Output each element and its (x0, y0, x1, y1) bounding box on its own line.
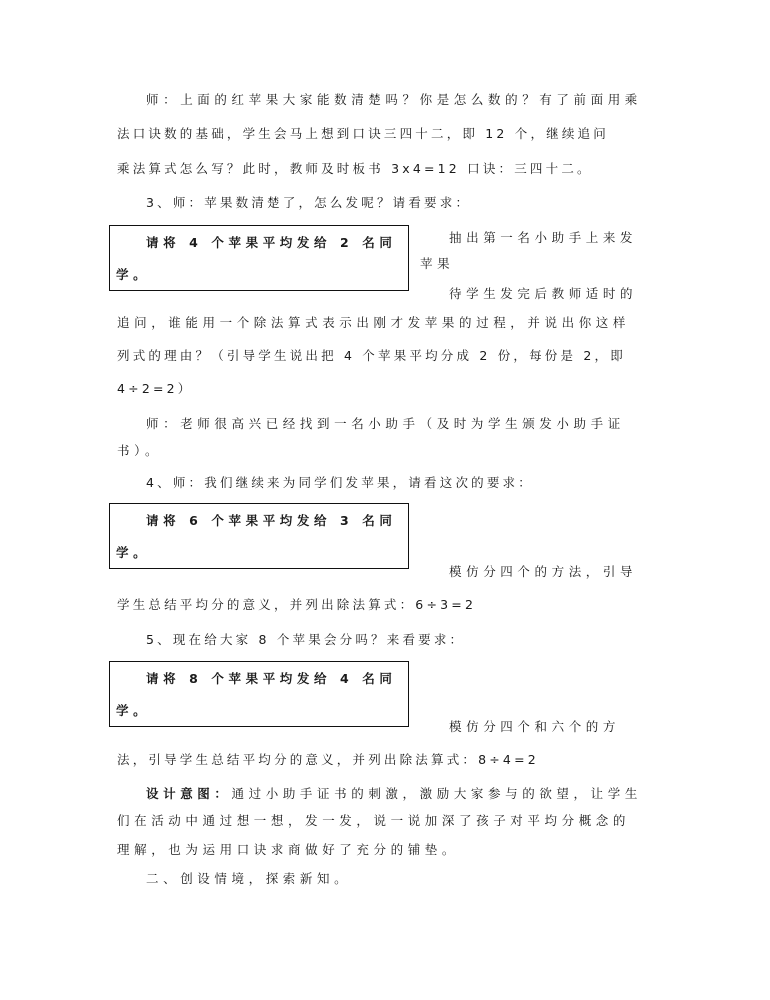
step-5-requirement-box (109, 661, 409, 727)
step-3-side-line-2: 苹果 (420, 256, 455, 271)
step-3-heading: 3、师：苹果数清楚了，怎么发呢？请看要求： (146, 195, 472, 210)
design-intent-line-2: 们在活动中通过想一想，发一发，说一说加深了孩子对平均分概念的 (117, 813, 631, 828)
paragraph-1-line-2: 法口诀数的基础，学生会马上想到口诀三四十二，即 12 个，继续追问 (117, 126, 609, 141)
step-3-teacher-line-1: 师：老师很高兴已经找到一名小助手（及时为学生颁发小助手证 (146, 416, 625, 431)
step-5-side-line-1: 模仿分四个和六个的方 (449, 719, 621, 734)
step-3-box-line-2: 学。 (116, 267, 151, 282)
design-intent-line-3: 理解，也为运用口诀求商做好了充分的铺垫。 (117, 842, 460, 857)
step-4-heading: 4、师：我们继续来为同学们发苹果，请看这次的要求： (146, 475, 534, 490)
step-4-requirement-box (109, 503, 409, 569)
step-3-requirement-box (109, 225, 409, 291)
step-4-line-2: 学生总结平均分的意义，并列出除法算式：6÷3=2 (117, 597, 477, 612)
step-3-side-line-1: 抽出第一名小助手上来发 (449, 230, 638, 245)
paragraph-1-line-1: 师：上面的红苹果大家能数清楚吗？你是怎么数的？有了前面用乘 (146, 92, 642, 107)
step-3-side-line-3: 待学生发完后教师适时的 (449, 286, 638, 301)
design-intent-line-1 (146, 785, 642, 803)
step-3-box-line-1: 请将 4 个苹果平均发给 2 名同 (146, 235, 397, 250)
section-2-heading: 二、创设情境，探索新知。 (146, 871, 352, 886)
step-5-box-line-2: 学。 (116, 703, 151, 718)
step-3-line-6: 4÷2=2） (117, 381, 194, 396)
design-intent-text-1: 通过小助手证书的刺激，激励大家参与的欲望，让学生 (231, 786, 642, 801)
step-5-box-line-1: 请将 8 个苹果平均发给 4 名同 (146, 671, 397, 686)
step-4-box-line-2: 学。 (116, 545, 151, 560)
design-intent-label: 设计意图： (146, 786, 232, 801)
step-5-heading: 5、现在给大家 8 个苹果会分吗？来看要求： (146, 632, 466, 647)
step-3-teacher-line-2: 书）。 (117, 443, 163, 458)
paragraph-1-line-3: 乘法算式怎么写？此时，教师及时板书 3x4=12 口诀：三四十二。 (117, 161, 593, 176)
step-3-line-4: 追问，谁能用一个除法算式表示出刚才发苹果的过程，并说出你这样 (117, 315, 631, 330)
step-3-line-5: 列式的理由？（引导学生说出把 4 个苹果平均分成 2 份，每份是 2，即 (117, 348, 626, 363)
step-5-line-2: 法，引导学生总结平均分的意义，并列出除法算式：8÷4=2 (117, 752, 539, 767)
step-4-box-line-1: 请将 6 个苹果平均发给 3 名同 (146, 513, 397, 528)
step-4-side-line-1: 模仿分四个的方法，引导 (449, 564, 638, 579)
